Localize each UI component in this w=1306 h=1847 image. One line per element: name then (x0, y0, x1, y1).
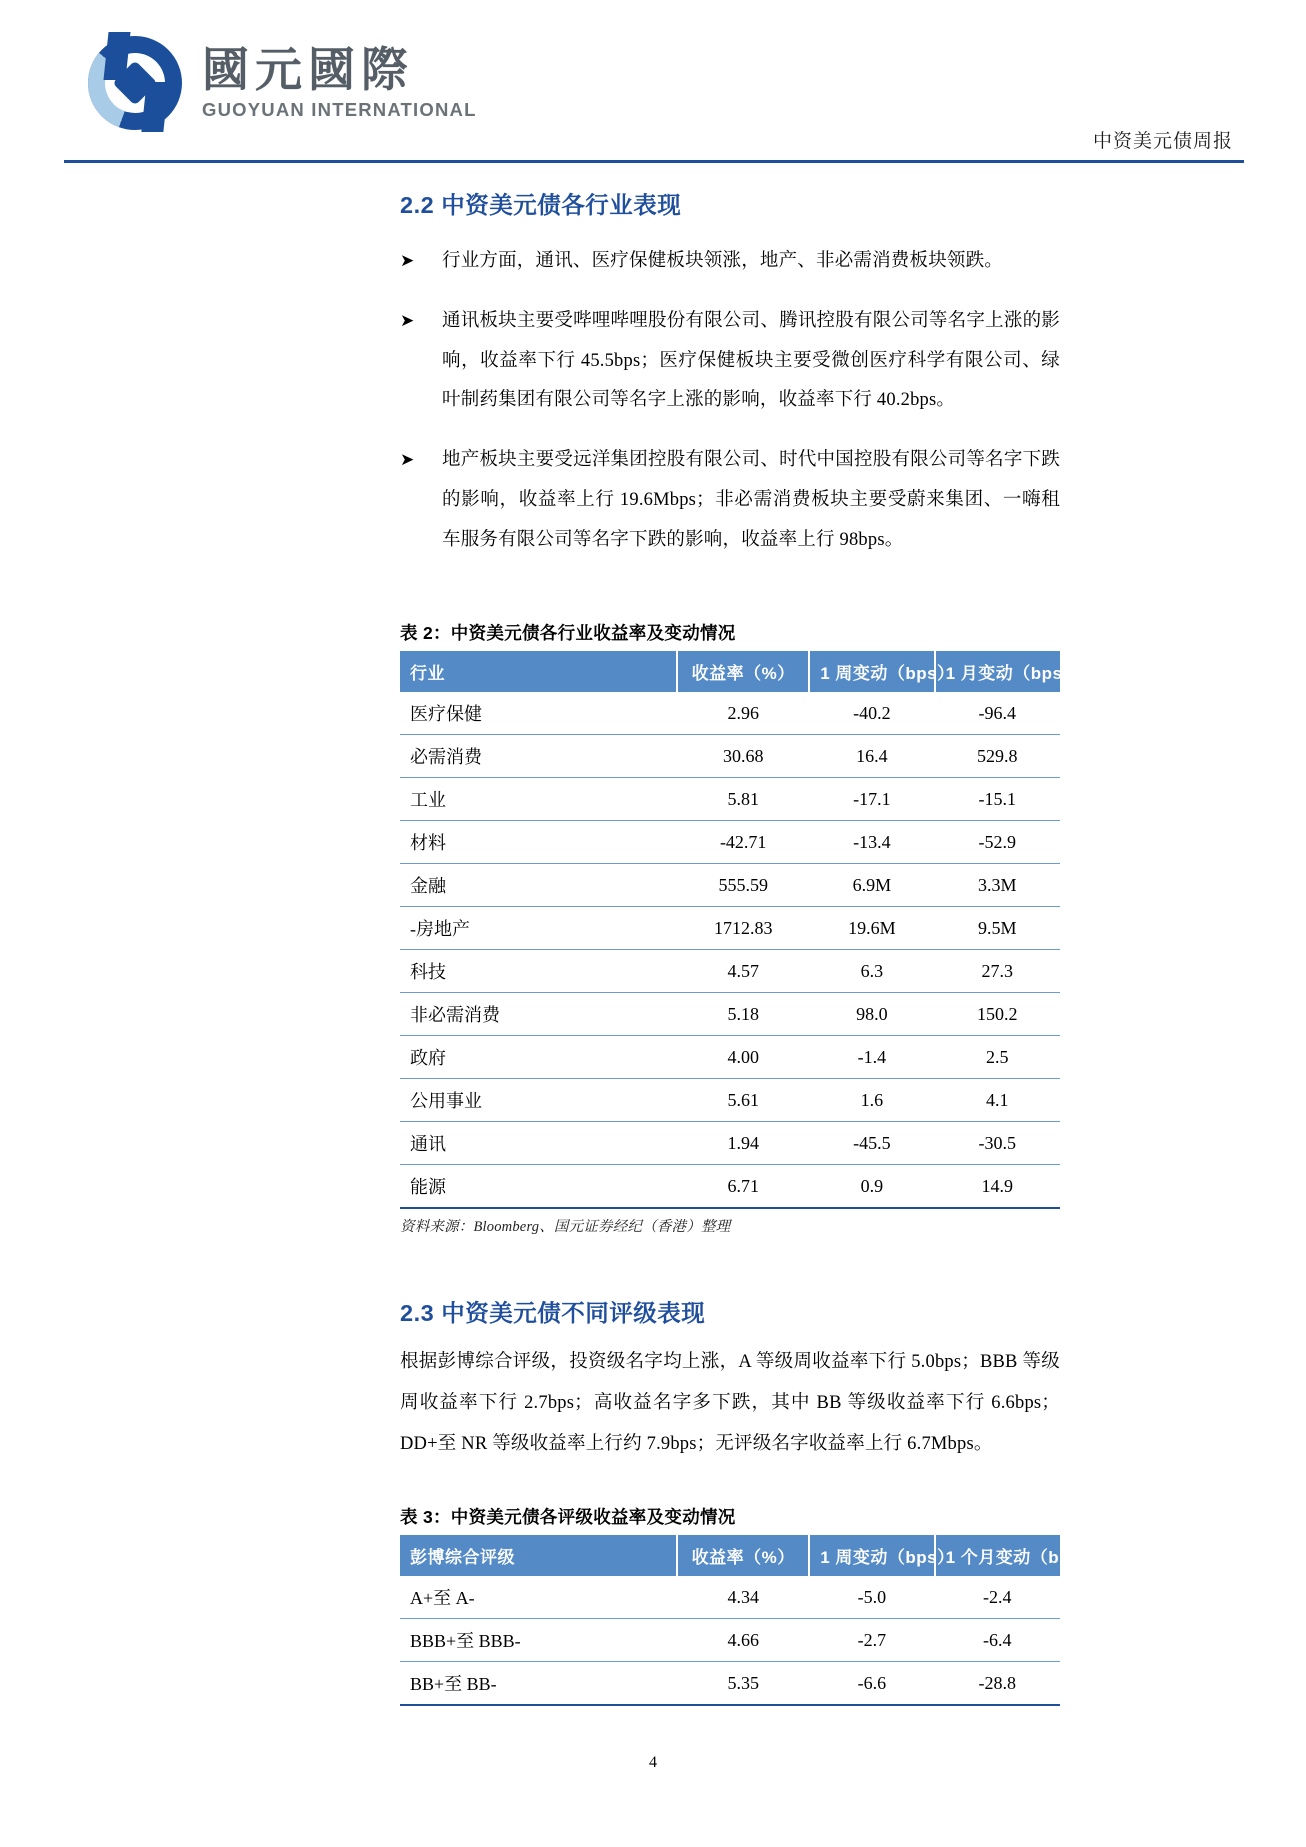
cell-yield: 1.94 (677, 1122, 809, 1165)
cell-industry: 金融 (400, 864, 677, 907)
cell-rating: BBB+至 BBB- (400, 1619, 677, 1662)
bullet-item (400, 242, 1060, 282)
bullet-item (400, 302, 1060, 421)
section-heading-2-2: 2.2 中资美元债各行业表现 (400, 192, 682, 218)
table-row (400, 735, 1060, 778)
cell-week: 6.9M (809, 864, 934, 907)
cell-week: 6.3 (809, 950, 934, 993)
cell-yield: 5.18 (677, 993, 809, 1036)
cell-week: 1.6 (809, 1079, 934, 1122)
table3-col-month-change: 1 个月变动（bps） (935, 1535, 1060, 1576)
section-2-2-bullets (400, 242, 1060, 560)
cell-month: 27.3 (935, 950, 1060, 993)
page-content (400, 186, 1098, 1706)
cell-week: -5.0 (809, 1576, 934, 1619)
cell-industry: 工业 (400, 778, 677, 821)
table-row (400, 821, 1060, 864)
table-row (400, 1036, 1060, 1079)
bullet-arrow-icon: ➤ (400, 310, 415, 330)
cell-yield: 2.96 (677, 692, 809, 735)
cell-week: -45.5 (809, 1122, 934, 1165)
table-row (400, 993, 1060, 1036)
cell-week: -40.2 (809, 692, 934, 735)
table3-col-week-change: 1 周变动（bps） (809, 1535, 934, 1576)
cell-week: -6.6 (809, 1662, 934, 1706)
bullet-text: 行业方面，通讯、医疗保健板块领涨，地产、非必需消费板块领跌。 (442, 251, 1004, 271)
page-header (0, 0, 1306, 160)
bullet-item (400, 441, 1060, 560)
cell-week: 98.0 (809, 993, 934, 1036)
cell-yield: 30.68 (677, 735, 809, 778)
cell-industry: 材料 (400, 821, 677, 864)
table2-header-row (400, 651, 1060, 692)
cell-industry: -房地产 (400, 907, 677, 950)
table2-source-note: 资料来源：Bloomberg、国元证券经纪（香港）整理 (400, 1219, 731, 1236)
cell-industry: 能源 (400, 1165, 677, 1209)
bullet-arrow-icon: ➤ (400, 450, 415, 470)
page-number: 4 (649, 1754, 657, 1771)
section-heading-2-3: 2.3 中资美元债不同评级表现 (400, 1300, 706, 1327)
table-row (400, 1619, 1060, 1662)
cell-week: 16.4 (809, 735, 934, 778)
guoyuan-logo-icon (88, 36, 182, 130)
cell-month: 14.9 (935, 1165, 1060, 1209)
cell-industry: 非必需消费 (400, 993, 677, 1036)
cell-yield: 4.66 (677, 1619, 809, 1662)
bullet-text: 地产板块主要受远洋集团控股有限公司、时代中国控股有限公司等名字下跌的影响，收益率上行 19.6Mbps；非必需消费板块主要受蔚来集团、一嗨租车服务有限公司等名字下跌的影响，收益率上行 98bps。 (442, 450, 1060, 550)
cell-week: -2.7 (809, 1619, 934, 1662)
cell-month: 529.8 (935, 735, 1060, 778)
cell-week: -13.4 (809, 821, 934, 864)
table2-industry-yields (400, 651, 1080, 1209)
cell-yield: 1712.83 (677, 907, 809, 950)
cell-yield: 5.61 (677, 1079, 809, 1122)
cell-month: -6.4 (935, 1619, 1060, 1662)
cell-yield: 5.81 (677, 778, 809, 821)
cell-yield: 6.71 (677, 1165, 809, 1209)
table-row (400, 950, 1060, 993)
table3-col-rating: 彭博综合评级 (400, 1535, 677, 1576)
header-divider (64, 160, 1244, 163)
table-row (400, 1122, 1060, 1165)
cell-yield: 4.34 (677, 1576, 809, 1619)
table2-col-industry: 行业 (400, 651, 677, 692)
cell-week: 0.9 (809, 1165, 934, 1209)
cell-month: 150.2 (935, 993, 1060, 1036)
table2-col-month-change: 1 月变动（bps） (935, 651, 1060, 692)
table-row (400, 864, 1060, 907)
table3-col-yield: 收益率（%） (677, 1535, 809, 1576)
cell-industry: 必需消费 (400, 735, 677, 778)
cell-month: 4.1 (935, 1079, 1060, 1122)
section-2-3-paragraph: 根据彭博综合评级，投资级名字均上涨，A 等级周收益率下行 5.0bps；BBB 等级周收益率下行 2.7bps；高收益名字多下跌，其中 BB 等级收益率下行 6.6bps；DD+至 NR 等级收益率上行约 7.9bps；无评级名字收益率上行 6.7Mbps。 (400, 1352, 1060, 1454)
cell-month: -52.9 (935, 821, 1060, 864)
table-row (400, 1576, 1060, 1619)
logo-chinese-name: 國元國際 (202, 42, 414, 96)
cell-week: -17.1 (809, 778, 934, 821)
cell-month: 2.5 (935, 1036, 1060, 1079)
table-row (400, 778, 1060, 821)
cell-month: -28.8 (935, 1662, 1060, 1706)
cell-yield: 555.59 (677, 864, 809, 907)
cell-week: 19.6M (809, 907, 934, 950)
company-logo (88, 36, 477, 130)
cell-yield: 5.35 (677, 1662, 809, 1706)
table3-caption: 表 3：中资美元债各评级收益率及变动情况 (400, 1507, 736, 1528)
table-row (400, 1662, 1060, 1706)
cell-month: -30.5 (935, 1122, 1060, 1165)
cell-month: 3.3M (935, 864, 1060, 907)
bullet-arrow-icon: ➤ (400, 251, 415, 270)
cell-month: 9.5M (935, 907, 1060, 950)
cell-month: -15.1 (935, 778, 1060, 821)
table-row (400, 907, 1060, 950)
cell-industry: 通讯 (400, 1122, 677, 1165)
bullet-text: 通讯板块主要受哔哩哔哩股份有限公司、腾讯控股有限公司等名字上涨的影响，收益率下行 45.5bps；医疗保健板块主要受微创医疗科学有限公司、绿叶制药集团有限公司等名字上涨的影响，收益率下行 40.2bps。 (442, 310, 1060, 411)
table3-rating-yields (400, 1535, 1098, 1706)
report-title: 中资美元债周报 (1092, 131, 1233, 152)
cell-rating: A+至 A- (400, 1576, 677, 1619)
cell-yield: 4.57 (677, 950, 809, 993)
logo-english-name: GUOYUAN INTERNATIONAL (202, 99, 477, 121)
cell-rating: BB+至 BB- (400, 1662, 677, 1706)
table3-header-row (400, 1535, 1060, 1576)
cell-industry: 政府 (400, 1036, 677, 1079)
cell-industry: 医疗保健 (400, 692, 677, 735)
cell-week: -1.4 (809, 1036, 934, 1079)
table2-caption: 表 2：中资美元债各行业收益率及变动情况 (400, 623, 736, 644)
cell-yield: 4.00 (677, 1036, 809, 1079)
cell-industry: 公用事业 (400, 1079, 677, 1122)
table2-col-week-change: 1 周变动（bps） (809, 651, 934, 692)
cell-industry: 科技 (400, 950, 677, 993)
table-row (400, 1165, 1060, 1209)
table-row (400, 1079, 1060, 1122)
cell-month: -2.4 (935, 1576, 1060, 1619)
table-row (400, 692, 1060, 735)
table2-col-yield: 收益率（%） (677, 651, 809, 692)
cell-yield: -42.71 (677, 821, 809, 864)
cell-month: -96.4 (935, 692, 1060, 735)
